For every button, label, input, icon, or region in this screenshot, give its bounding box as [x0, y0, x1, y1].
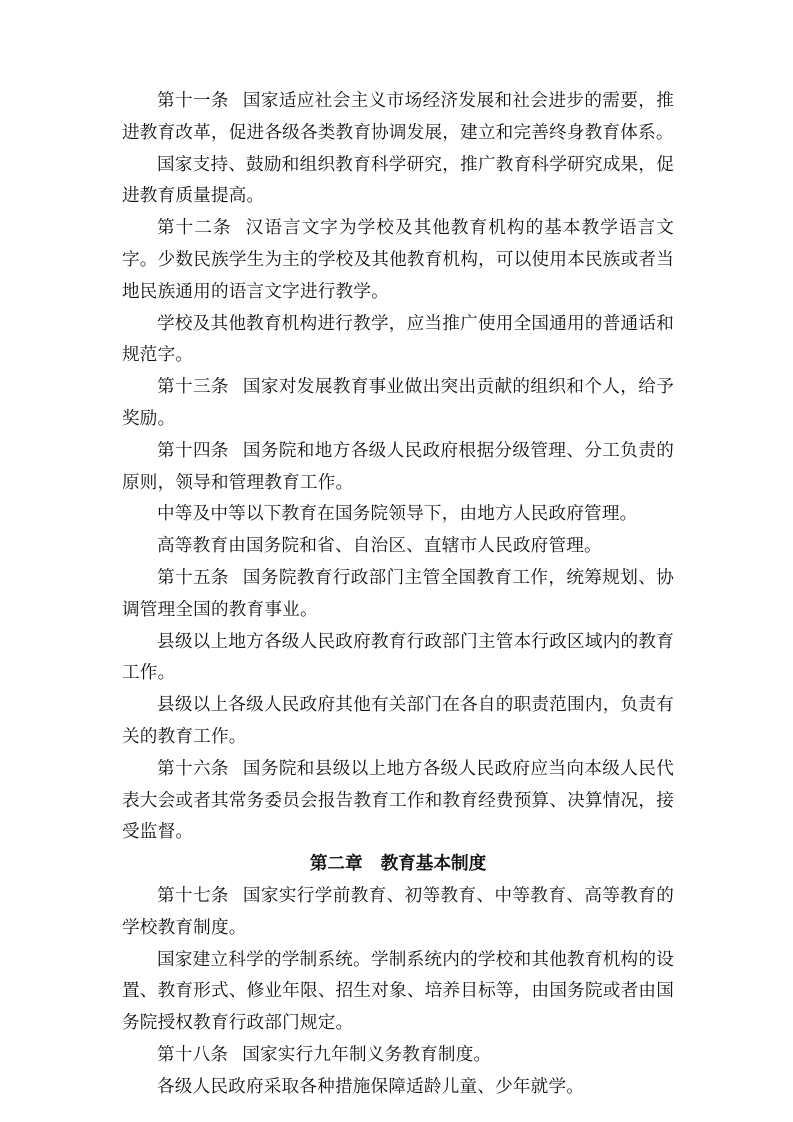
- article-17-paragraph: [122, 881, 674, 945]
- paragraph-text: 中等及中等以下教育在国务院领导下，由地方人民政府管理。: [157, 504, 638, 525]
- article-14-paragraph: [122, 436, 674, 500]
- paragraph-text: 国务院和地方各级人民政府根据分级管理、分工负责的原则，领导和管理教育工作。: [122, 440, 674, 493]
- article-15-paragraph-2: [122, 627, 674, 691]
- article-number: 第十二条: [157, 218, 232, 239]
- paragraph-text: 县级以上地方各级人民政府教育行政部门主管本行政区域内的教育工作。: [122, 631, 674, 684]
- paragraph-text: 国家支持、鼓励和组织教育科学研究，推广教育科学研究成果，促进教育质量提高。: [122, 154, 674, 207]
- article-12-paragraph-2: [122, 309, 674, 373]
- chapter-title: 教育基本制度: [380, 854, 487, 875]
- article-18-paragraph-2: [122, 1072, 674, 1104]
- paragraph-text: 国家实行九年制义务教育制度。: [242, 1044, 492, 1065]
- article-14-paragraph-3: [122, 531, 674, 563]
- article-number: 第十四条: [157, 440, 229, 461]
- article-number: 第十七条: [157, 885, 229, 906]
- article-15-paragraph-3: [122, 690, 674, 754]
- article-number: 第十三条: [157, 377, 229, 398]
- paragraph-text: 国家建立科学的学制系统。学制系统内的学校和其他教育机构的设置、教育形式、修业年限、招生对象、培养目标等，由国务院或者由国务院授权教育行政部门规定。: [122, 949, 674, 1034]
- article-13-paragraph: [122, 372, 674, 436]
- paragraph-text: 学校及其他教育机构进行教学，应当推广使用全国通用的普通话和规范字。: [122, 313, 674, 366]
- article-11-paragraph: [122, 86, 674, 150]
- paragraph-text: 汉语言文字为学校及其他教育机构的基本教学语言文字。少数民族学生为主的学校及其他教育机构，可以使用本民族或者当地民族通用的语言文字进行教学。: [122, 218, 674, 302]
- paragraph-text: 高等教育由国务院和省、自治区、直辖市人民政府管理。: [157, 536, 602, 557]
- article-number: 第十六条: [157, 758, 229, 779]
- paragraph-text: 各级人民政府采取各种措施保障适龄儿童、少年就学。: [157, 1076, 585, 1097]
- chapter-number: 第二章: [309, 854, 363, 875]
- paragraph-text: 国家适应社会主义市场经济发展和社会进步的需要，推进教育改革，促进各级各类教育协调发展，建立和完善终身教育体系。: [122, 91, 674, 143]
- article-15-paragraph: [122, 563, 674, 627]
- article-number: 第十五条: [157, 567, 229, 588]
- paragraph-text: 县级以上各级人民政府其他有关部门在各自的职责范围内，负责有关的教育工作。: [122, 695, 674, 747]
- chapter-heading: [122, 849, 674, 881]
- article-16-paragraph: [122, 754, 674, 849]
- article-18-paragraph: [122, 1040, 674, 1072]
- article-number: 第十一条: [157, 91, 229, 111]
- document-page: [122, 86, 674, 1104]
- paragraph-text: 国家实行学前教育、初等教育、中等教育、高等教育的学校教育制度。: [122, 885, 674, 938]
- article-12-paragraph: [122, 213, 674, 308]
- article-number: 第十八条: [157, 1044, 229, 1065]
- article-14-paragraph-2: [122, 499, 674, 531]
- paragraph-text: 国务院教育行政部门主管全国教育工作，统筹规划、协调管理全国的教育事业。: [122, 567, 674, 620]
- paragraph-text: 国家对发展教育事业做出突出贡献的组织和个人，给予奖励。: [122, 377, 674, 429]
- article-11-paragraph-2: [122, 150, 674, 214]
- paragraph-text: 国务院和县级以上地方各级人民政府应当向本级人民代表大会或者其常务委员会报告教育工作和教育经费预算、决算情况，接受监督。: [122, 758, 674, 843]
- article-17-paragraph-2: [122, 945, 674, 1040]
